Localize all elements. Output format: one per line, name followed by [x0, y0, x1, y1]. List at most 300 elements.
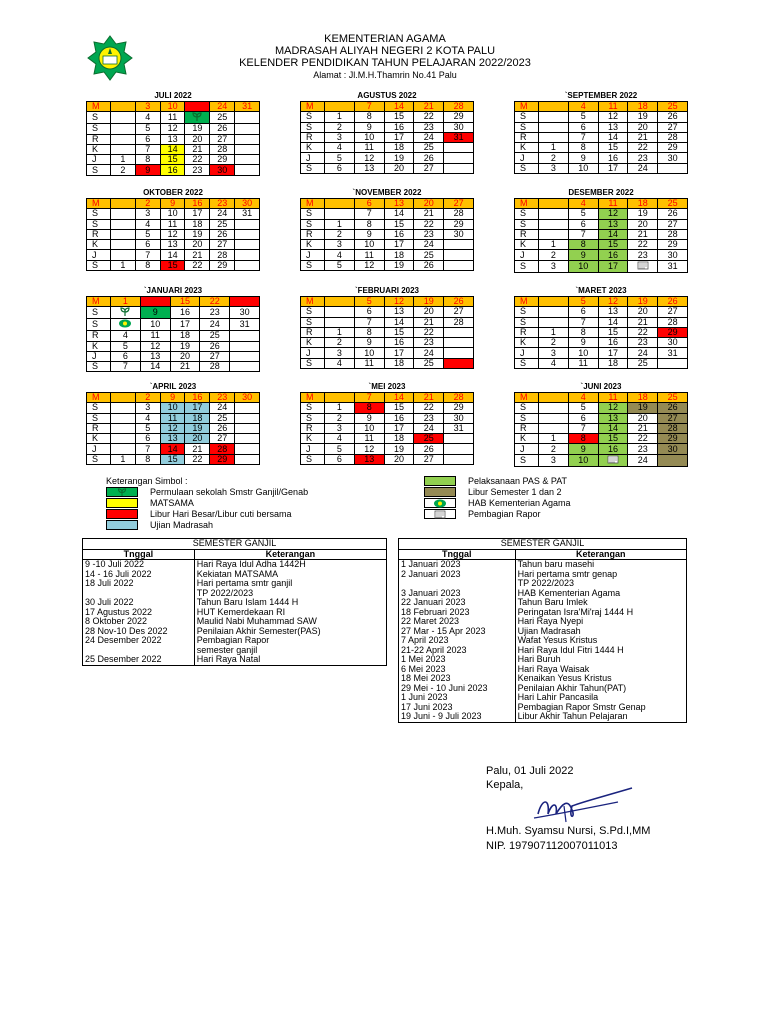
column-header-date: Tnggal	[83, 549, 195, 560]
date-cell: 18	[170, 331, 200, 341]
date-cell: 13	[598, 122, 628, 132]
date-cell: 3	[135, 102, 160, 112]
date-cell: 29	[444, 219, 474, 229]
date-cell: 22	[185, 454, 210, 464]
date-cell: 24	[210, 209, 235, 219]
date-cell: 28	[444, 393, 474, 403]
date-cell: 1	[539, 434, 569, 444]
date-cell: 23	[200, 307, 230, 319]
month-table	[300, 101, 474, 174]
date-cell: 11	[598, 199, 628, 209]
legend-swatch	[106, 509, 138, 519]
date-cell: 3	[325, 348, 355, 358]
week-row	[301, 358, 474, 368]
legend-item	[106, 520, 213, 530]
date-cell	[111, 240, 136, 250]
weekday-label: S	[87, 403, 111, 413]
week-row	[301, 434, 474, 444]
week-row	[87, 155, 260, 165]
date-cell: 2	[325, 229, 355, 239]
weekday-label: S	[301, 358, 325, 368]
sprout-icon	[120, 307, 130, 316]
week-row	[515, 240, 688, 250]
week-row	[301, 393, 474, 403]
date-cell: 16	[598, 153, 628, 163]
date-cell	[539, 112, 569, 122]
month-calendar	[300, 90, 474, 174]
month-title: `FEBRUARI 2023	[354, 286, 419, 295]
date-cell: 30	[444, 122, 474, 132]
date-cell	[444, 348, 474, 358]
weekday-label: S	[515, 219, 539, 229]
date-cell	[235, 423, 260, 433]
date-cell: 19	[628, 403, 658, 413]
date-cell: 19	[170, 341, 200, 351]
date-cell: 16	[384, 413, 414, 423]
date-cell: 25	[658, 393, 688, 403]
date-cell: 19	[384, 444, 414, 454]
date-cell: 12	[354, 260, 384, 270]
date-cell: 3	[135, 209, 160, 219]
week-row	[301, 327, 474, 337]
date-cell: 21	[414, 102, 444, 112]
month-calendar	[300, 187, 474, 271]
date-cell	[539, 413, 569, 423]
date-cell: 5	[135, 124, 160, 134]
month-title: `NOVEMBER 2022	[352, 188, 422, 197]
week-row	[87, 260, 260, 270]
table-row	[83, 655, 387, 665]
date-cell: 19	[384, 260, 414, 270]
event-description: Kekiatan MATSAMA	[194, 570, 386, 580]
date-cell: 18	[384, 434, 414, 444]
date-cell: 21	[185, 250, 210, 260]
date-cell	[444, 153, 474, 163]
date-cell: 3	[135, 403, 160, 413]
date-cell	[111, 102, 136, 112]
date-cell: 25	[210, 112, 235, 124]
date-cell	[235, 229, 260, 239]
month-calendar	[514, 285, 688, 369]
week-row	[515, 423, 688, 433]
event-description: HUT Kemerdekaan RI	[194, 608, 386, 618]
week-row	[515, 163, 688, 173]
date-cell: 7	[568, 132, 598, 142]
date-cell: 29	[444, 403, 474, 413]
date-cell: 29	[658, 434, 688, 444]
week-row	[87, 454, 260, 464]
date-cell: 14	[384, 317, 414, 327]
date-cell: 13	[354, 454, 384, 464]
weekday-label: K	[301, 338, 325, 348]
date-cell: 6	[354, 199, 384, 209]
week-row	[515, 250, 688, 260]
date-cell	[444, 250, 474, 260]
weekday-label: K	[87, 341, 111, 351]
event-date: 22 Maret 2023	[399, 617, 516, 627]
date-cell	[539, 102, 569, 112]
event-description: Wafat Yesus Kristus	[515, 636, 686, 646]
week-row	[87, 219, 260, 229]
date-cell: 20	[185, 134, 210, 144]
date-cell: 20	[185, 240, 210, 250]
date-cell: 24	[628, 348, 658, 358]
date-cell: 4	[135, 413, 160, 423]
week-row	[515, 434, 688, 444]
week-row	[87, 112, 260, 124]
week-row	[515, 229, 688, 239]
date-cell: 4	[568, 102, 598, 112]
weekday-label: J	[515, 153, 539, 163]
date-cell: 25	[210, 413, 235, 423]
weekday-label: S	[87, 209, 111, 219]
date-cell	[658, 163, 688, 173]
date-cell: 29	[210, 260, 235, 270]
date-cell: 15	[160, 155, 185, 165]
week-row	[87, 413, 260, 423]
week-row	[87, 240, 260, 250]
date-cell	[230, 351, 260, 361]
date-cell	[235, 403, 260, 413]
date-cell: 3	[325, 423, 355, 433]
date-cell: 27	[414, 163, 444, 173]
event-description: semester ganjil	[194, 646, 386, 656]
event-description	[194, 665, 386, 666]
week-row	[87, 307, 260, 319]
event-description: Kenaikan Yesus Kristus	[515, 674, 686, 684]
date-cell: 1	[111, 454, 136, 464]
month-title: `JANUARI 2023	[143, 286, 203, 295]
legend-swatch	[424, 487, 456, 497]
date-cell: 5	[568, 403, 598, 413]
legend-item	[424, 498, 571, 508]
week-row	[301, 454, 474, 464]
week-row	[301, 153, 474, 163]
date-cell: 8	[354, 219, 384, 229]
legend-swatch	[424, 476, 456, 486]
date-cell: 16	[598, 338, 628, 348]
date-cell: 26	[414, 153, 444, 163]
weekday-label: M	[87, 393, 111, 403]
date-cell: 15	[598, 434, 628, 444]
date-cell: 17	[598, 260, 628, 272]
weekday-label: K	[87, 434, 111, 444]
signature-role: Kepala,	[486, 779, 524, 791]
event-date: 18 Juli 2022	[83, 579, 195, 589]
date-cell: 17	[384, 348, 414, 358]
legend-label: Pelaksanaan PAS & PAT	[468, 476, 568, 486]
date-cell: 26	[658, 297, 688, 307]
date-cell: 10	[354, 423, 384, 433]
date-cell: 17	[170, 319, 200, 331]
date-cell	[111, 393, 136, 403]
date-cell: 12	[140, 341, 170, 351]
week-row	[515, 413, 688, 423]
date-cell: 9	[568, 338, 598, 348]
weekday-label: S	[87, 454, 111, 464]
date-cell: 11	[354, 143, 384, 153]
month-table	[514, 101, 688, 174]
date-cell	[539, 317, 569, 327]
date-cell: 28	[210, 144, 235, 154]
date-cell	[235, 155, 260, 165]
date-cell: 20	[628, 307, 658, 317]
date-cell: 3	[325, 132, 355, 142]
date-cell: 27	[658, 122, 688, 132]
date-cell: 14	[160, 144, 185, 154]
date-cell: 30	[444, 229, 474, 239]
weekday-label: S	[301, 413, 325, 423]
date-cell: 10	[160, 209, 185, 219]
date-cell: 6	[568, 307, 598, 317]
week-row	[515, 132, 688, 142]
date-cell: 30	[235, 199, 260, 209]
date-cell: 14	[598, 132, 628, 142]
week-row	[87, 403, 260, 413]
date-cell: 10	[568, 454, 598, 466]
date-cell: 22	[414, 112, 444, 122]
week-row	[301, 338, 474, 348]
weekday-label: K	[301, 434, 325, 444]
date-cell: 4	[539, 358, 569, 368]
weekday-label: S	[515, 112, 539, 122]
date-cell	[325, 393, 355, 403]
date-cell: 18	[628, 102, 658, 112]
date-cell: 9	[160, 199, 185, 209]
date-cell: 27	[210, 240, 235, 250]
date-cell: 25	[210, 219, 235, 229]
week-row	[87, 444, 260, 454]
weekday-label: R	[87, 229, 111, 239]
date-cell: 1	[539, 240, 569, 250]
date-cell: 1	[539, 143, 569, 153]
date-cell: 11	[598, 393, 628, 403]
date-cell: 30	[658, 444, 688, 454]
date-cell: 10	[354, 240, 384, 250]
date-cell: 26	[414, 260, 444, 270]
date-cell	[235, 219, 260, 229]
date-cell: 2	[325, 413, 355, 423]
event-date: 18 Februari 2023	[399, 608, 516, 618]
date-cell: 17	[185, 102, 210, 112]
date-cell: 25	[658, 199, 688, 209]
date-cell: 2	[135, 199, 160, 209]
date-cell: 13	[354, 163, 384, 173]
week-row	[515, 454, 688, 466]
weekday-label: S	[301, 307, 325, 317]
date-cell: 26	[200, 341, 230, 351]
date-cell	[444, 163, 474, 173]
date-cell: 10	[160, 403, 185, 413]
week-row	[515, 403, 688, 413]
handwritten-signature	[528, 784, 636, 826]
date-cell: 5	[325, 260, 355, 270]
weekday-label: J	[301, 250, 325, 260]
ministry-name: KEMENTERIAN AGAMA	[324, 33, 446, 45]
date-cell: 29	[658, 327, 688, 337]
date-cell: 12	[160, 229, 185, 239]
legend-swatch	[424, 509, 456, 519]
date-cell: 12	[354, 153, 384, 163]
event-description: Tahun baru masehi	[515, 560, 686, 570]
weekday-label: R	[515, 327, 539, 337]
date-cell: 27	[210, 134, 235, 144]
date-cell: 4	[325, 434, 355, 444]
weekday-label: M	[87, 199, 111, 209]
date-cell: 1	[111, 297, 141, 307]
date-cell: 9	[135, 165, 160, 175]
date-cell: 3	[539, 260, 569, 272]
date-cell: 2	[539, 444, 569, 454]
weekday-label: S	[515, 317, 539, 327]
weekday-label: R	[301, 132, 325, 142]
week-row	[301, 219, 474, 229]
date-cell: 2	[539, 338, 569, 348]
date-cell: 21	[170, 362, 200, 372]
event-description: Hari Raya Natal	[194, 655, 386, 665]
date-cell: 1	[539, 327, 569, 337]
date-cell	[539, 229, 569, 239]
week-row	[515, 393, 688, 403]
week-row	[87, 319, 260, 331]
event-date	[83, 665, 195, 666]
date-cell	[111, 423, 136, 433]
event-date: 17 Juni 2023	[399, 703, 516, 713]
date-cell: 20	[185, 434, 210, 444]
event-description: HAB Kementerian Agama	[515, 589, 686, 599]
week-row	[301, 199, 474, 209]
date-cell: 11	[354, 434, 384, 444]
weekday-label: S	[87, 362, 111, 372]
date-cell: 19	[185, 124, 210, 134]
date-cell	[235, 240, 260, 250]
month-table	[300, 198, 474, 271]
date-cell: 21	[414, 393, 444, 403]
weekday-label: S	[87, 219, 111, 229]
semester-ganjil-table	[82, 538, 387, 666]
event-date: 1 Juni 2023	[399, 693, 516, 703]
weekday-label: R	[87, 331, 111, 341]
event-date: 17 Agustus 2022	[83, 608, 195, 618]
date-cell: 20	[384, 163, 414, 173]
weekday-label: J	[301, 444, 325, 454]
weekday-label: K	[301, 240, 325, 250]
week-row	[301, 317, 474, 327]
date-cell: 25	[658, 102, 688, 112]
week-row	[515, 444, 688, 454]
month-calendar	[86, 285, 260, 372]
date-cell: 31	[235, 102, 260, 112]
date-cell: 2	[539, 153, 569, 163]
date-cell: 30	[658, 153, 688, 163]
date-cell: 28	[444, 209, 474, 219]
date-cell	[235, 454, 260, 464]
date-cell: 13	[598, 413, 628, 423]
date-cell: 24	[414, 132, 444, 142]
weekday-label: S	[87, 165, 111, 175]
month-title: DESEMBER 2022	[568, 188, 634, 197]
date-cell: 11	[160, 219, 185, 229]
report-icon	[607, 455, 619, 464]
date-cell: 2	[325, 122, 355, 132]
date-cell: 3	[539, 454, 569, 466]
legend-item	[424, 476, 567, 486]
date-cell	[111, 144, 136, 154]
date-cell: 27	[444, 199, 474, 209]
symbol-legend	[86, 474, 688, 534]
week-row	[87, 362, 260, 372]
date-cell: 31	[658, 260, 688, 272]
month-table	[300, 392, 474, 465]
month-title: `SEPTEMBER 2022	[564, 91, 638, 100]
date-cell: 14	[384, 209, 414, 219]
date-cell: 6	[135, 240, 160, 250]
weekday-label: S	[301, 112, 325, 122]
week-row	[301, 122, 474, 132]
date-cell: 22	[185, 155, 210, 165]
date-cell: 17	[598, 348, 628, 358]
date-cell: 28	[444, 317, 474, 327]
date-cell: 18	[598, 358, 628, 368]
date-cell: 15	[384, 327, 414, 337]
weekday-label: J	[87, 250, 111, 260]
weekday-label: S	[515, 403, 539, 413]
weekday-label: K	[301, 143, 325, 153]
date-cell	[539, 122, 569, 132]
week-row	[87, 199, 260, 209]
legend-swatch	[106, 498, 138, 508]
event-description: Hari Lahir Pancasila	[515, 693, 686, 703]
week-row	[301, 163, 474, 173]
week-row	[87, 423, 260, 433]
date-cell: 24	[210, 102, 235, 112]
date-cell: 28	[200, 362, 230, 372]
date-cell: 11	[160, 413, 185, 423]
semester-title: SEMESTER GANJIL	[399, 539, 687, 550]
date-cell	[628, 260, 658, 272]
date-cell: 20	[384, 454, 414, 464]
week-row	[515, 112, 688, 122]
event-date: 28 Nov-10 Des 2022	[83, 627, 195, 637]
legend-item	[424, 487, 562, 497]
date-cell: 19	[185, 423, 210, 433]
date-cell	[111, 403, 136, 413]
month-table	[86, 296, 260, 372]
date-cell: 25	[414, 434, 444, 444]
week-row	[87, 341, 260, 351]
signature-name: H.Muh. Syamsu Nursi, S.Pd.I,MM	[486, 825, 651, 837]
date-cell: 14	[160, 250, 185, 260]
date-cell: 30	[230, 307, 260, 319]
weekday-label: K	[515, 434, 539, 444]
week-row	[87, 209, 260, 219]
date-cell: 12	[354, 444, 384, 454]
date-cell: 24	[414, 423, 444, 433]
month-table	[300, 296, 474, 369]
date-cell	[598, 454, 628, 466]
date-cell: 25	[414, 143, 444, 153]
date-cell: 25	[628, 358, 658, 368]
date-cell: 27	[200, 351, 230, 361]
month-calendar	[86, 187, 260, 271]
date-cell: 28	[210, 250, 235, 260]
date-cell: 15	[170, 297, 200, 307]
date-cell: 23	[185, 165, 210, 175]
weekday-label: S	[515, 413, 539, 423]
date-cell: 28	[210, 444, 235, 454]
date-cell: 8	[140, 297, 170, 307]
kemenag-logo-icon	[433, 499, 447, 508]
